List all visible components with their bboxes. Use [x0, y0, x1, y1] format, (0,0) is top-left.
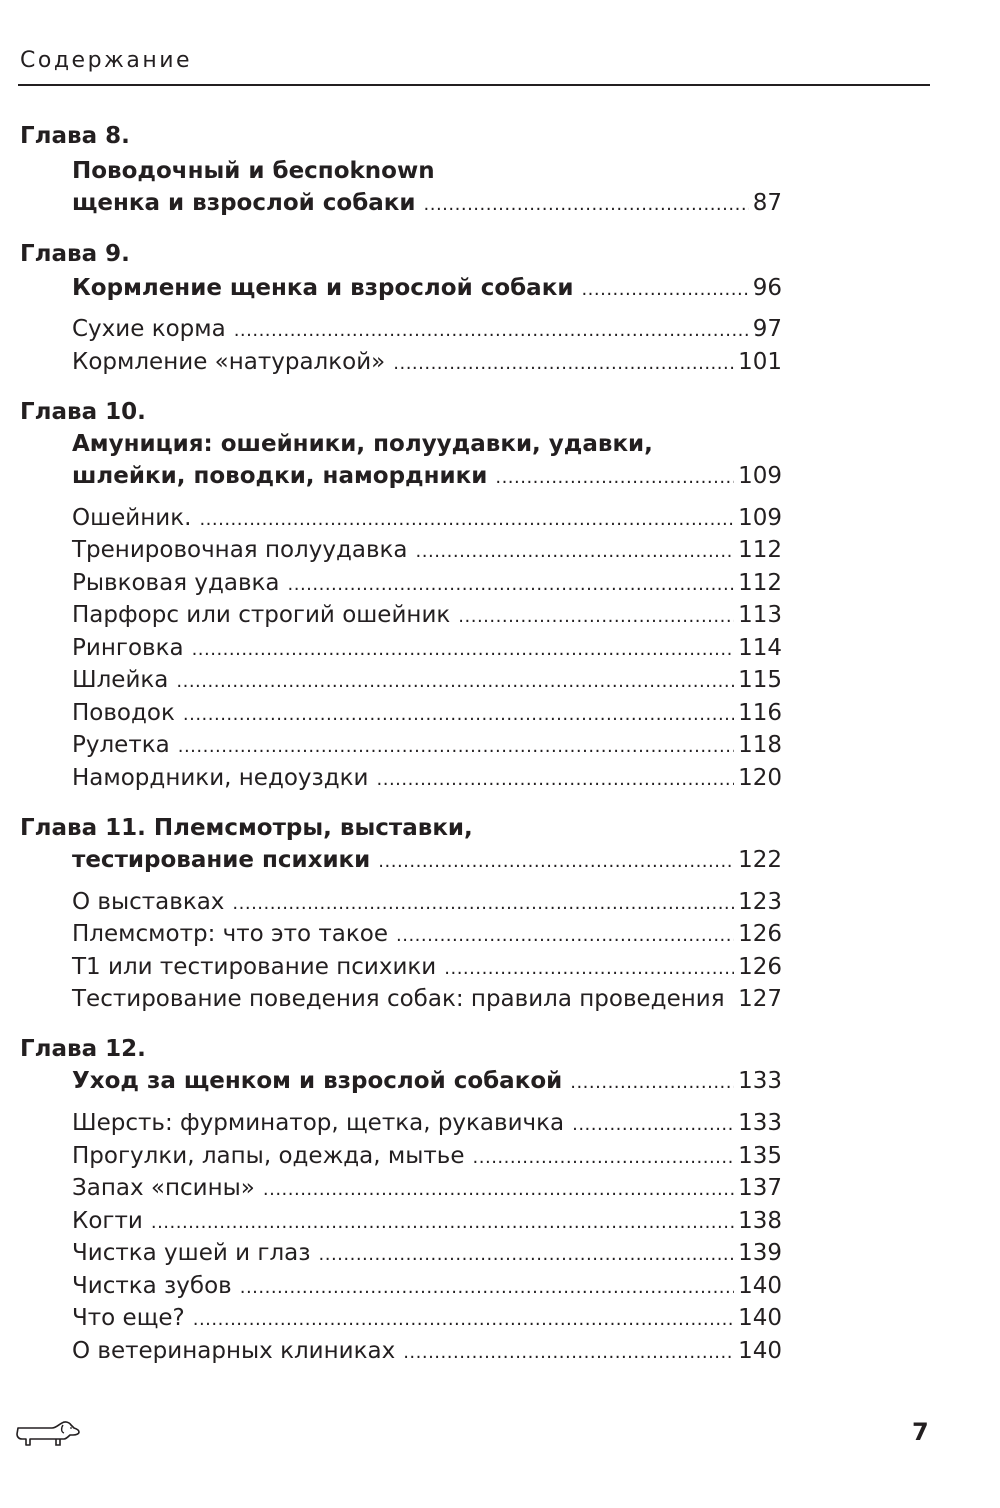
entry-title: Ринговка — [72, 635, 184, 661]
toc-item[interactable] — [72, 1238, 782, 1268]
toc-item[interactable] — [72, 1271, 782, 1301]
page-number: 140 — [738, 1273, 782, 1299]
dot-leader — [416, 537, 735, 567]
page-number: 135 — [738, 1143, 782, 1169]
dot-leader — [151, 1208, 734, 1238]
entry-title: Чистка зубов — [72, 1273, 232, 1299]
page-number: 87 — [752, 190, 782, 216]
dot-leader — [319, 1240, 735, 1270]
chapter-10-entry[interactable] — [72, 461, 782, 491]
entry-title: Когти — [72, 1208, 143, 1234]
dachshund-icon — [16, 1418, 82, 1452]
toc-item[interactable] — [72, 730, 782, 760]
entry-title: Поводок — [72, 700, 175, 726]
dot-leader — [458, 602, 734, 632]
toc-item[interactable] — [72, 1303, 782, 1333]
page-number: 137 — [738, 1175, 782, 1201]
page-number: 133 — [738, 1068, 782, 1094]
entry-title: Кормление щенка и взрослой собаки — [72, 275, 574, 301]
folio-page-number: 7 — [912, 1418, 929, 1446]
dot-leader — [396, 921, 734, 951]
entry-title: Прогулки, лапы, одежда, мытье — [72, 1143, 465, 1169]
dot-leader — [178, 732, 734, 762]
toc-item[interactable] — [72, 763, 782, 793]
toc-item[interactable] — [72, 568, 782, 598]
entry-title: Шерсть: фурминатор, щетка, рукавичка — [72, 1110, 565, 1136]
toc-item[interactable] — [72, 535, 782, 565]
dot-leader — [176, 667, 734, 697]
toc-item[interactable] — [72, 1336, 782, 1366]
chapter-10-title-line1: Амуниция: ошейники, полуудавки, удавки, — [72, 431, 653, 457]
toc-item[interactable] — [72, 919, 782, 949]
dot-leader — [234, 316, 749, 346]
dot-leader — [183, 700, 734, 730]
dot-leader — [495, 463, 734, 493]
page-number: 109 — [738, 463, 782, 489]
dot-leader — [733, 986, 735, 1016]
page-number: 101 — [738, 349, 782, 375]
entry-title: Чистка ушей и глаз — [72, 1240, 311, 1266]
page-number: 122 — [738, 847, 782, 873]
page-number: 113 — [738, 602, 782, 628]
dot-leader — [263, 1175, 734, 1205]
entry-title: Уход за щенком и взрослой собакой — [72, 1068, 563, 1094]
page-number: 127 — [738, 986, 782, 1012]
page-number: 126 — [738, 921, 782, 947]
toc-item[interactable] — [72, 503, 782, 533]
entry-title: тестирование психики — [72, 847, 371, 873]
toc-item[interactable] — [72, 633, 782, 663]
entry-title: О ветеринарных клиниках — [72, 1338, 396, 1364]
toc-item[interactable] — [72, 952, 782, 982]
chapter-8-entry[interactable] — [72, 188, 782, 218]
chapter-8-label: Глава 8. — [20, 123, 130, 149]
dot-leader — [192, 635, 735, 665]
chapter-11-title-line1: Глава 11. Племсмотры, выставки, — [20, 815, 473, 841]
entry-title: Кормление «натуралкой» — [72, 349, 386, 375]
toc-item[interactable] — [72, 1141, 782, 1171]
dot-leader — [572, 1110, 734, 1140]
page-number: 118 — [738, 732, 782, 758]
entry-title: Сухие корма — [72, 316, 226, 342]
dot-leader — [570, 1068, 734, 1098]
dot-leader — [393, 349, 734, 379]
entry-title: Шлейка — [72, 667, 169, 693]
entry-title: Т1 или тестирование психики — [72, 954, 437, 980]
chapter-12-entry[interactable] — [72, 1066, 782, 1096]
toc-item[interactable] — [72, 698, 782, 728]
dot-leader — [444, 954, 734, 984]
toc-item[interactable] — [72, 1173, 782, 1203]
dot-leader — [288, 570, 735, 600]
page-number: 140 — [738, 1338, 782, 1364]
entry-title: Запах «псины» — [72, 1175, 255, 1201]
entry-title: Рулетка — [72, 732, 170, 758]
entry-title: Ошейник. — [72, 505, 192, 531]
toc-item[interactable] — [72, 665, 782, 695]
page-number: 139 — [738, 1240, 782, 1266]
page-number: 109 — [738, 505, 782, 531]
page-number: 112 — [738, 537, 782, 563]
dot-leader — [581, 275, 748, 305]
dot-leader — [232, 889, 734, 919]
toc-item[interactable] — [72, 984, 782, 1014]
running-header: Содержание — [20, 48, 193, 73]
entry-title: Парфорс или строгий ошейник — [72, 602, 451, 628]
page-number: 138 — [738, 1208, 782, 1234]
toc-item[interactable] — [72, 1108, 782, 1138]
page-number: 116 — [738, 700, 782, 726]
page-number: 112 — [738, 570, 782, 596]
page-number: 126 — [738, 954, 782, 980]
toc-item[interactable] — [72, 1206, 782, 1236]
chapter-9-entry[interactable] — [72, 273, 782, 303]
entry-title: щенка и взрослой собаки — [72, 190, 416, 216]
dot-leader — [378, 847, 734, 877]
chapter-8-title-line1: Поводочный и беспоknown — [72, 158, 435, 184]
entry-title: Намордники, недоуздки — [72, 765, 369, 791]
chapter-11-entry[interactable] — [72, 845, 782, 875]
dot-leader — [403, 1338, 734, 1368]
chapter-12-label: Глава 12. — [20, 1036, 146, 1062]
toc-item[interactable] — [72, 600, 782, 630]
chapter-10-label: Глава 10. — [20, 399, 146, 425]
chapter-9-label: Глава 9. — [20, 241, 130, 267]
page-number: 123 — [738, 889, 782, 915]
page-number: 115 — [738, 667, 782, 693]
entry-title: Племсмотр: что это такое — [72, 921, 389, 947]
entry-title: Тестирование поведения собак: правила проведения — [72, 986, 725, 1012]
entry-title: шлейки, поводки, намордники — [72, 463, 488, 489]
entry-title: Что еще? — [72, 1305, 185, 1331]
page-number: 97 — [752, 316, 782, 342]
entry-title: Тренировочная полуудавка — [72, 537, 408, 563]
toc-item[interactable] — [72, 887, 782, 917]
page-number: 114 — [738, 635, 782, 661]
dot-leader — [377, 765, 735, 795]
entry-title: Рывковая удавка — [72, 570, 280, 596]
page-number: 96 — [752, 275, 782, 301]
dot-leader — [193, 1305, 734, 1335]
toc-item[interactable] — [72, 347, 782, 377]
entry-title: О выставках — [72, 889, 225, 915]
dot-leader — [199, 505, 734, 535]
page-number: 120 — [738, 765, 782, 791]
dot-leader — [473, 1143, 735, 1173]
dot-leader — [424, 190, 749, 220]
page-number: 140 — [738, 1305, 782, 1331]
page-number: 133 — [738, 1110, 782, 1136]
toc-item[interactable] — [72, 314, 782, 344]
dot-leader — [240, 1273, 734, 1303]
